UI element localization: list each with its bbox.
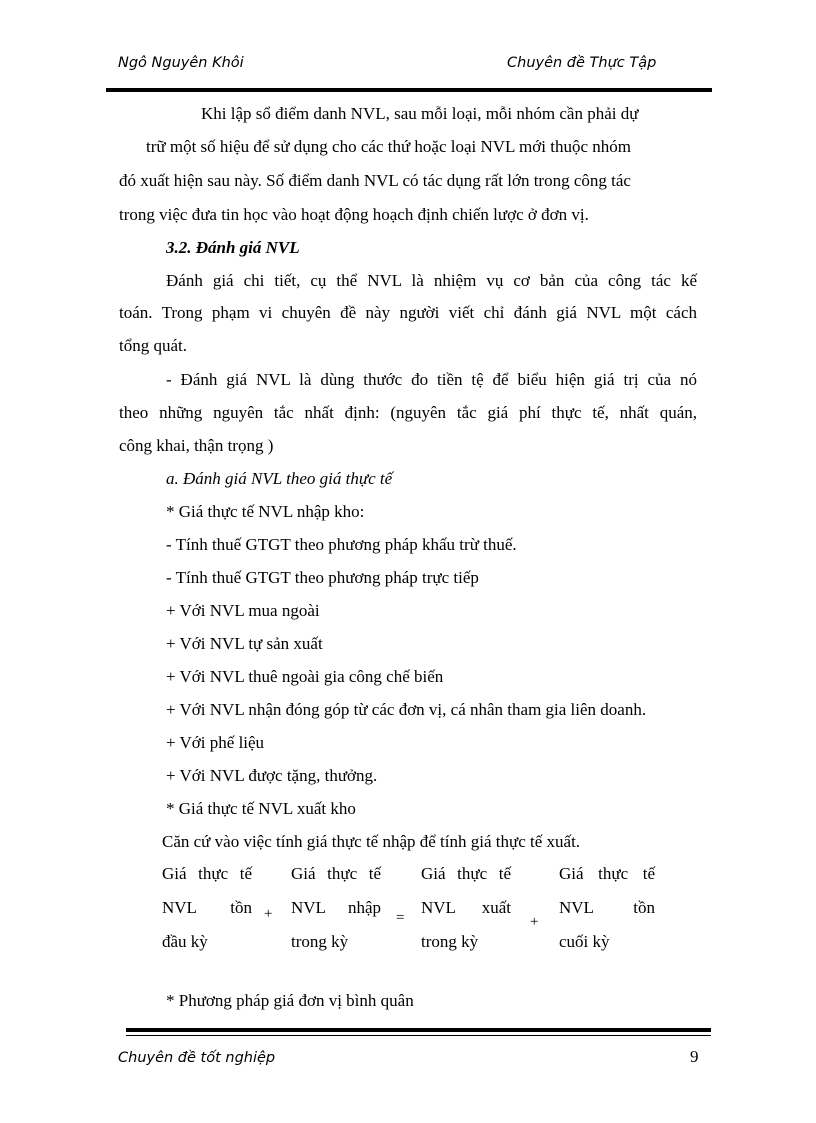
list-item: * Giá thực tế NVL nhập kho: (166, 502, 365, 521)
formula-operator: + (530, 914, 539, 930)
formula-term-imported (291, 864, 381, 966)
formula-term-line: Giá thực tế (421, 864, 511, 883)
header-title: Chuyên đề Thực Tập (507, 55, 657, 71)
formula-term-line: NVL tồn (559, 898, 655, 917)
formula-term-line: NVL xuất (421, 898, 511, 917)
formula-term-opening (162, 864, 252, 966)
p2-line-2: toán. Trong phạm vi chuyên đề này người viết chỉ đánh giá NVL một cách (119, 303, 697, 322)
p1-line-1: Khi lập sổ điểm danh NVL, sau mỗi loại, mỗi nhóm cần phải dự (201, 104, 639, 123)
formula-term-closing (559, 864, 655, 966)
last-line: * Phương pháp giá đơn vị bình quân (166, 991, 414, 1010)
header-author: Ngô Nguyên Khôi (118, 55, 244, 71)
list-item: - Tính thuế GTGT theo phương pháp trực tiếp (166, 568, 479, 587)
formula-term-line: trong kỳ (291, 932, 349, 951)
p1-line-2: trữ một số hiệu để sử dụng cho các thứ hoặc loại NVL mới thuộc nhóm (146, 137, 631, 156)
list-item: Căn cứ vào việc tính giá thực tế nhập để tính giá thực tế xuất. (162, 832, 581, 851)
footer-title: Chuyên đề tốt nghiệp (118, 1050, 276, 1066)
footer-rule-thin (126, 1035, 711, 1036)
subheading: a. Đánh giá NVL theo giá thực tế (166, 469, 393, 488)
list-item: + Với NVL thuê ngoài gia công chế biến (166, 667, 444, 686)
p2-line-3: tổng quát. (119, 336, 187, 355)
formula-term-line: Giá thực tế (559, 864, 655, 883)
formula-term-line: Giá thực tế (291, 864, 381, 883)
p2-line-1: Đánh giá chi tiết, cụ thể NVL là nhiệm vụ cơ bản của công tác kế (166, 271, 697, 290)
formula-operator: = (396, 910, 405, 926)
list-item: * Giá thực tế NVL xuất kho (166, 799, 356, 818)
formula-term-line: Giá thực tế (162, 864, 252, 883)
list-item: + Với NVL nhận đóng góp từ các đơn vị, cá nhân tham gia liên doanh. (166, 700, 647, 719)
p3-line-2: theo những nguyên tắc nhất định: (nguyên tắc giá phí thực tế, nhất quán, (119, 403, 697, 422)
p3-line-3: công khai, thận trọng ) (119, 436, 274, 455)
footer-rule (126, 1028, 711, 1032)
page-number: 9 (690, 1047, 699, 1066)
formula-term-line: NVL nhập (291, 898, 381, 917)
formula-term-line: trong kỳ (421, 932, 479, 951)
formula-term-line: NVL tồn (162, 898, 252, 917)
formula-operator: + (264, 906, 273, 922)
list-item: - Tính thuế GTGT theo phương pháp khấu trừ thuế. (166, 535, 517, 554)
formula-term-line: đầu kỳ (162, 932, 208, 951)
list-item: + Với NVL được tặng, thưởng. (166, 766, 378, 785)
section-heading: 3.2. Đánh giá NVL (166, 238, 300, 257)
header-rule (106, 88, 712, 92)
formula-term-exported (421, 864, 511, 966)
list-item: + Với NVL tự sản xuất (166, 634, 323, 653)
formula-term-line: cuối kỳ (559, 932, 610, 951)
p3-line-1: - Đánh giá NVL là dùng thước đo tiền tệ để biểu hiện giá trị của nó (166, 370, 697, 389)
list-item: + Với NVL mua ngoài (166, 601, 320, 620)
p1-line-3: đó xuất hiện sau này. Số điểm danh NVL có tác dụng rất lớn trong công tác (119, 171, 631, 190)
list-item: + Với phế liệu (166, 733, 265, 752)
p1-line-4: trong việc đưa tin học vào hoạt động hoạch định chiến lược ở đơn vị. (119, 205, 589, 224)
